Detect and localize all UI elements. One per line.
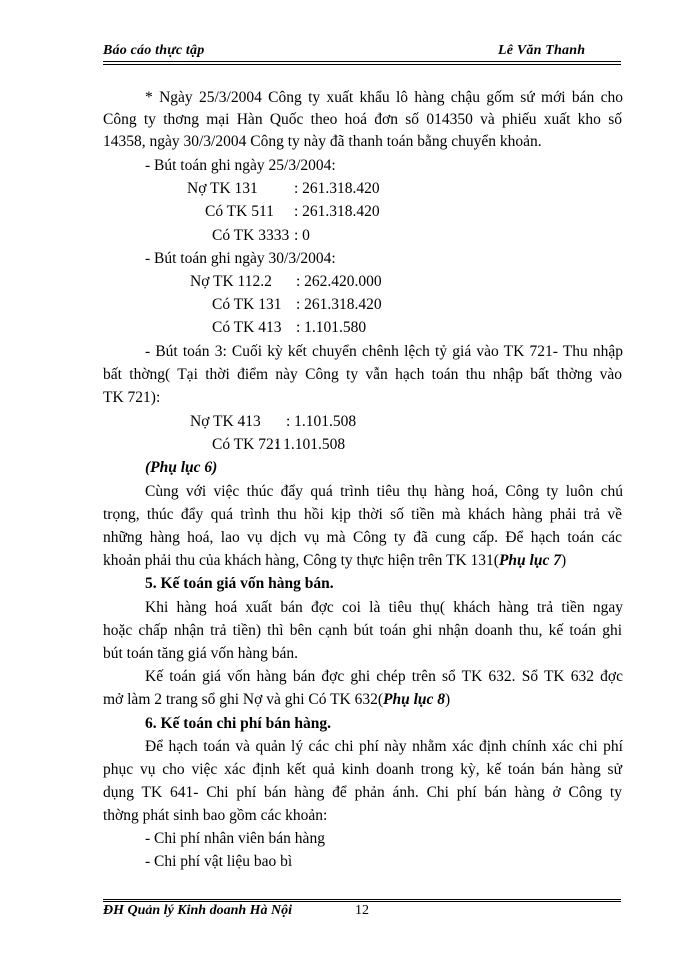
paragraph2-line2: trọng, thúc đẩy quá trình thu hồi kịp thời số tiền mà khách hàng phải trả về <box>103 506 622 523</box>
entry3-line1: - Bút toán 3: Cuối kỳ kết chuyển chênh lệch tỷ giá vào TK 721- Thu nhập <box>145 343 623 360</box>
header-left: Báo cáo thực tập <box>103 43 205 58</box>
paragraph1-line3: 14358, ngày 30/3/2004 Công ty này đã thanh toán bằng chuyển khoản. <box>103 133 542 150</box>
paragraph2-line4 <box>103 552 566 570</box>
entry2-amount-1: : 262.420.000 <box>296 273 382 290</box>
entry1-amount-3: : 0 <box>294 227 310 244</box>
entry1-amount-2: : 261.318.420 <box>294 203 380 220</box>
section6-line3: dụng TK 641- Chi phí bán hàng để phản ánh. Chi phí bán hàng ở Công ty <box>103 784 622 801</box>
footer-rule <box>103 899 621 900</box>
section5-p2-line2-text: mở làm 2 trang sổ ghi Nợ và ghi Có TK 632( <box>103 691 384 708</box>
list-item: - Chi phí vật liệu bao bì <box>145 853 293 870</box>
section6-line1: Để hạch toán và quản lý các chi phí này nhằm xác định chính xác chi phí <box>145 738 623 755</box>
entry2-title: - Bút toán ghi ngày 30/3/2004: <box>145 250 336 267</box>
section6-line2: phục vụ cho việc xác định kết quả kinh doanh trong kỳ, kế toán bán hàng sử <box>103 761 622 778</box>
section6-heading: 6. Kế toán chi phí bán hàng. <box>145 715 332 732</box>
header-rule-2 <box>103 64 621 65</box>
section5-p2-line2-end: ) <box>445 691 451 708</box>
section6-line4: thờng phát sinh bao gồm các khoản: <box>103 807 328 824</box>
paragraph2-line4-end: ) <box>560 552 567 569</box>
entry2-account-3: Có TK 413 <box>212 319 282 336</box>
header-rule <box>103 61 621 62</box>
entry2-amount-3: : 1.101.580 <box>296 319 367 336</box>
appendix-6-ref: (Phụ lục 6) <box>145 459 218 476</box>
entry1-title: - Bút toán ghi ngày 25/3/2004: <box>145 157 336 174</box>
entry3-account-2: Có TK 721 <box>212 436 282 453</box>
entry2-account-1: Nợ TK 112.2 <box>190 273 272 290</box>
paragraph2-line3: những hàng hoá, lao vụ dịch vụ mà Công ty đã cung cấp. Để hạch toán các <box>103 529 622 546</box>
section5-p2-line1: Kế toán giá vốn hàng bán đợc ghi chép trên sổ TK 632. Sổ TK 632 đợc <box>145 668 623 685</box>
entry1-account-3: Có TK 3333 <box>212 227 290 244</box>
section5-p1-line1: Khi hàng hoá xuất bán đợc coi là tiêu thụ( khách hàng trả tiền ngay <box>145 599 623 616</box>
entry1-account-2: Có TK 511 <box>205 203 274 220</box>
appendix-8-ref: Phụ lục 8 <box>383 691 446 708</box>
section5-p1-line2: hoặc chấp nhận trả tiền) thì bên cạnh bút toán ghi nhận doanh thu, kế toán ghi <box>103 622 622 639</box>
section5-p1-line3: bút toán tăng giá vốn hàng bán. <box>103 645 298 662</box>
entry1-account-1: Nợ TK 131 <box>187 180 258 197</box>
entry2-amount-2: : 261.318.420 <box>296 296 382 313</box>
entry3-amount-2: : 1.101.508 <box>275 436 346 453</box>
footer-left: ĐH Quản lý Kinh doanh Hà Nội <box>103 903 293 918</box>
paragraph2-line1: Cùng với việc thúc đẩy quá trình tiêu thụ hàng hoá, Công ty luôn chú <box>145 483 623 500</box>
section5-heading: 5. Kế toán giá vốn hàng bán. <box>145 575 334 592</box>
appendix-7-ref: Phụ lục 7 <box>498 552 561 569</box>
entry3-line3: TK 721): <box>103 389 161 406</box>
entry2-account-2: Có TK 131 <box>212 296 282 313</box>
entry3-account-1: Nợ TK 413 <box>190 413 261 430</box>
paragraph1-line1: * Ngày 25/3/2004 Công ty xuất khẩu lô hàng chậu gốm sứ mới bán cho <box>145 89 623 106</box>
entry1-amount-1: : 261.318.420 <box>294 180 380 197</box>
paragraph1-line2: Công ty thơng mại Hàn Quốc theo hoá đơn số 014350 và phiếu xuất kho số <box>103 111 622 128</box>
page-number: 12 <box>355 903 369 918</box>
entry3-line2: bất thờng( Tại thời điểm này Công ty vẫn hạch toán thu nhập bất thờng vào <box>103 366 622 383</box>
section5-p2-line2 <box>103 691 450 709</box>
paragraph2-line4-text: khoản phải thu của khách hàng, Công ty thực hiện trên TK 131( <box>103 552 499 569</box>
list-item: - Chi phí nhân viên bán hàng <box>145 830 325 847</box>
entry3-amount-1: : 1.101.508 <box>286 413 357 430</box>
footer-rule-2 <box>103 901 621 902</box>
header-right: Lê Văn Thanh <box>498 43 586 58</box>
